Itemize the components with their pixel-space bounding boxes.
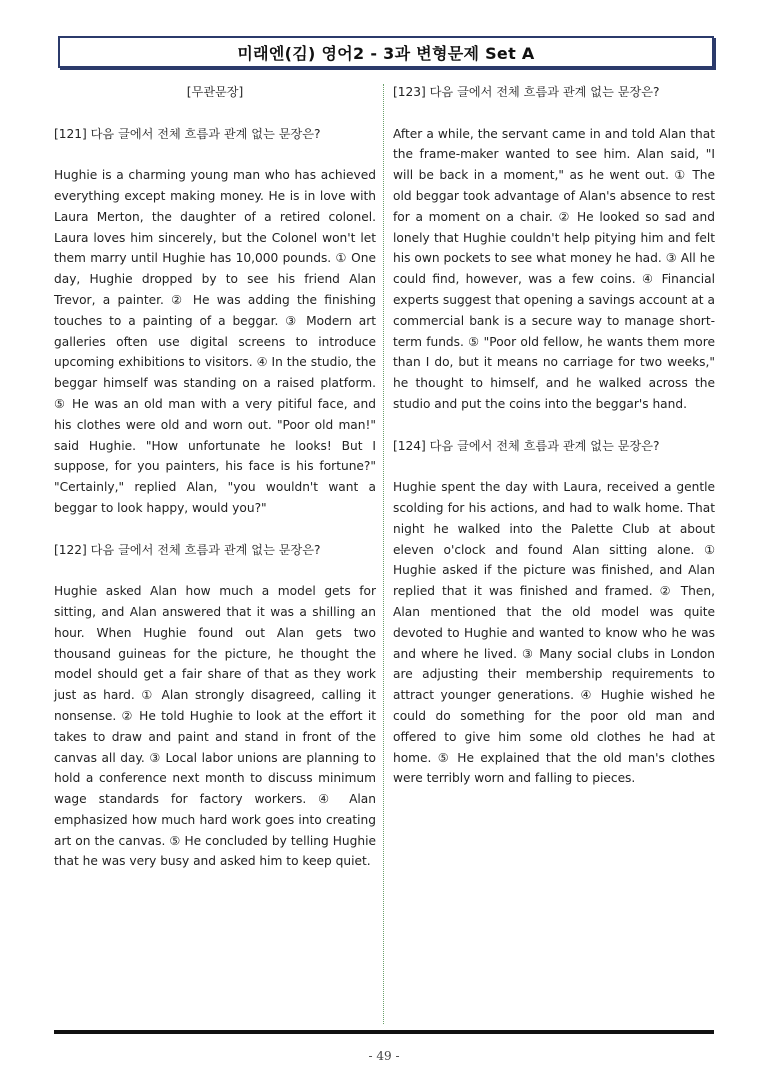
section-label: [무관문장] <box>186 85 244 99</box>
question-122-passage: Hughie asked Alan how much a model gets for sitting, and Alan answered that it was a shilling an hour. When Hughie found out Alan gets two thousand guineas for the picture, he thought the model should get a fair share of that as they work just as hard. ① Alan strongly disagreed, calling it nonsense. ② He told Hughie to look at the effort it takes to draw and paint and stand in front of the canvas all day. ③ Local labor unions are planning to hold a conference next month to discuss minimum wage standards for factory workers. ④ Alan emphasized how much hard work goes into creating art on the canvas. ⑤ He concluded by telling Hughie that he was very busy and asked him to keep quiet. <box>54 584 376 869</box>
right-column <box>393 82 715 789</box>
footer-rule <box>54 1030 714 1034</box>
question-121-passage: Hughie is a charming young man who has achieved everything except making money. He is in love with Laura Merton, the daughter of a retired colonel. Laura loves him sincerely, but the Colonel won't let them marry until Hughie has 10,000 pounds. ① One day, Hughie dropped by to see his friend Alan Trevor, a painter. ② He was adding the finishing touches to a painting of a beggar. ③ Modern art galleries often use digital screens to introduce upcoming exhibitions to visitors. ④ In the studio, the beggar himself was standing on a raised platform. ⑤ He was an old man with a very pitiful face, and his clothes were old and worn out. "Poor old man!" said Hughie. "How unfortunate he looks! But I suppose, for you painters, his face is his fortune?" "Certainly," replied Alan, "you wouldn't want a beggar to look happy, would you?" <box>54 168 376 515</box>
question-122-prompt: [122] 다음 글에서 전체 흐름과 관계 없는 문장은? <box>54 542 321 557</box>
left-column <box>54 82 376 872</box>
page-title: 미래엔(김) 영어2 - 3과 변형문제 Set A <box>58 36 714 68</box>
question-123-passage: After a while, the servant came in and told Alan that the frame-maker wanted to see him. Alan said, "I will be back in a moment," as he went out. ① The old beggar took advantage of Alan's absence to rest for a moment on a chair. ② He looked so sad and lonely that Hughie couldn't help pitying him and felt his own pockets to see what money he had. ③ All he could find, however, was a few coins. ④ Financial experts suggest that opening a savings account at a commercial bank is a secure way to manage short-term funds. ⑤ "Poor old fellow, he wants them more than I do, but it means no carriage for two weeks," he thought to himself, and he walked across the studio and put the coins into the beggar's hand. <box>393 126 715 411</box>
question-123-prompt: [123] 다음 글에서 전체 흐름과 관계 없는 문장은? <box>393 85 660 99</box>
page-number: - 49 - <box>368 1049 400 1063</box>
question-121-prompt: [121] 다음 글에서 전체 흐름과 관계 없는 문장은? <box>54 126 321 141</box>
question-124-passage: Hughie spent the day with Laura, received a gentle scolding for his actions, and had to walk home. That night he walked into the Palette Club at about eleven o'clock and found Alan sitting alone. ① Hughie asked if the picture was finished, and Alan replied that it was finished and framed. ② Then, Alan mentioned that the old model was quite devoted to Hughie and wanted to know who he was and where he lived. ③ Many social clubs in London are adjusting their membership requirements to attract younger generations. ④ Hughie wished he could do something for the poor old man and offered to give him some old clothes he had at home. ⑤ He explained that the old man's clothes were terribly worn and falling to pieces. <box>393 480 715 786</box>
column-divider <box>383 84 384 1024</box>
question-124-prompt: [124] 다음 글에서 전체 흐름과 관계 없는 문장은? <box>393 438 660 453</box>
